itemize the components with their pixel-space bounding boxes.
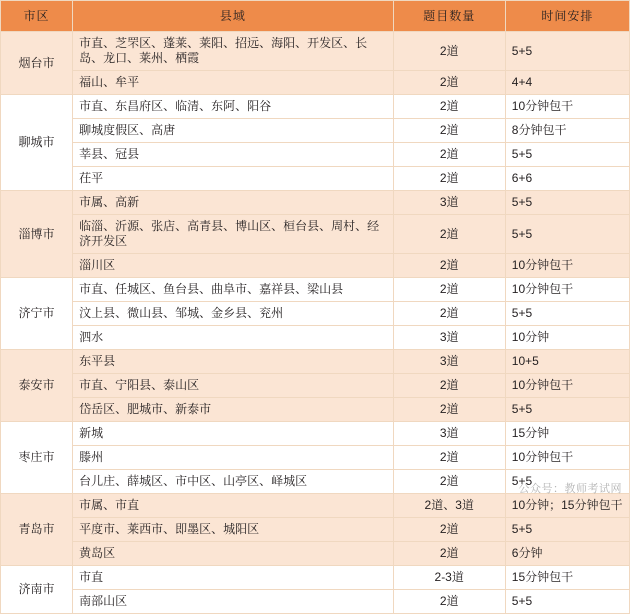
table-row: [1, 143, 630, 167]
cell-area: 平度市、莱西市、即墨区、城阳区: [73, 518, 394, 542]
table-row: [1, 167, 630, 191]
cell-count: 2道: [393, 32, 505, 71]
cell-city: 济宁市: [1, 278, 73, 350]
cell-time: 5+5: [505, 398, 629, 422]
cell-area: 茌平: [73, 167, 394, 191]
table-row: [1, 350, 630, 374]
cell-count: 2道: [393, 518, 505, 542]
table-row: [1, 191, 630, 215]
table-row: [1, 518, 630, 542]
cell-time: 5+5: [505, 143, 629, 167]
header-row: [1, 1, 630, 32]
cell-city: 济南市: [1, 566, 73, 614]
watermark: 公众号：教师考试网: [518, 483, 622, 495]
table-row: [1, 278, 630, 302]
table-row: [1, 119, 630, 143]
cell-count: 2道: [393, 278, 505, 302]
cell-count: 3道: [393, 191, 505, 215]
cell-area: 市直、芝罘区、蓬莱、莱阳、招远、海阳、开发区、长岛、龙口、莱州、栖霞: [73, 32, 394, 71]
table-row: [1, 326, 630, 350]
cell-time: 15分钟: [505, 422, 629, 446]
cell-time: 5+5: [505, 32, 629, 71]
cell-count: 2道: [393, 71, 505, 95]
cell-count: 2道: [393, 542, 505, 566]
header-city: 市区: [1, 1, 73, 32]
cell-city: 枣庄市: [1, 422, 73, 494]
cell-time: 10+5: [505, 350, 629, 374]
cell-area: 市直、东昌府区、临清、东阿、阳谷: [73, 95, 394, 119]
header-count: 题目数量: [393, 1, 505, 32]
table-row: [1, 398, 630, 422]
cell-count: 2道、3道: [393, 494, 505, 518]
cell-area: 莘县、冠县: [73, 143, 394, 167]
header-time: 时间安排: [505, 1, 629, 32]
table-row: [1, 302, 630, 326]
cell-count: 2道: [393, 446, 505, 470]
cell-time: 10分钟；15分钟包干: [505, 494, 629, 518]
cell-area: 市属、市直: [73, 494, 394, 518]
cell-area: 市直、宁阳县、泰山区: [73, 374, 394, 398]
cell-area: 临淄、沂源、张店、高青县、博山区、桓台县、周村、经济开发区: [73, 215, 394, 254]
cell-time: 10分钟包干: [505, 446, 629, 470]
table-row: [1, 542, 630, 566]
cell-time: 10分钟包干: [505, 254, 629, 278]
table-row: [1, 95, 630, 119]
table-row: [1, 32, 630, 71]
cell-count: 3道: [393, 326, 505, 350]
cell-time: 10分钟包干: [505, 374, 629, 398]
cell-area: 淄川区: [73, 254, 394, 278]
cell-area: 市直、任城区、鱼台县、曲阜市、嘉祥县、梁山县: [73, 278, 394, 302]
cell-city: 青岛市: [1, 494, 73, 566]
cell-time: 5+5: [505, 215, 629, 254]
table-row: [1, 71, 630, 95]
cell-time: 5+5: [505, 518, 629, 542]
cell-time: 4+4: [505, 71, 629, 95]
cell-city: 烟台市: [1, 32, 73, 95]
table-row: [1, 254, 630, 278]
cell-area: 聊城度假区、高唐: [73, 119, 394, 143]
cell-time: 5+5: [505, 191, 629, 215]
cell-count: 2道: [393, 374, 505, 398]
cell-area: 滕州: [73, 446, 394, 470]
cell-area: 岱岳区、肥城市、新泰市: [73, 398, 394, 422]
table-body: [1, 32, 630, 614]
cell-area: 南部山区: [73, 590, 394, 614]
cell-count: 2道: [393, 143, 505, 167]
table-row: [1, 590, 630, 614]
cell-count: 2道: [393, 119, 505, 143]
cell-count: 2道: [393, 590, 505, 614]
table-row: [1, 374, 630, 398]
header-area: 县域: [73, 1, 394, 32]
cell-city: 泰安市: [1, 350, 73, 422]
cell-time: 8分钟包干: [505, 119, 629, 143]
cell-time: 10分钟包干: [505, 278, 629, 302]
cell-time: 6分钟: [505, 542, 629, 566]
cell-area: 福山、牟平: [73, 71, 394, 95]
table-row: [1, 494, 630, 518]
table-row: [1, 446, 630, 470]
cell-count: 3道: [393, 422, 505, 446]
cell-count: 2道: [393, 470, 505, 494]
cell-count: 2道: [393, 167, 505, 191]
cell-time: 6+6: [505, 167, 629, 191]
cell-city: 聊城市: [1, 95, 73, 191]
cell-count: 2道: [393, 302, 505, 326]
table-row: [1, 215, 630, 254]
cell-city: 淄博市: [1, 191, 73, 278]
cell-area: 市直: [73, 566, 394, 590]
cell-area: 汶上县、微山县、邹城、金乡县、兖州: [73, 302, 394, 326]
cell-area: 东平县: [73, 350, 394, 374]
cell-area: 台儿庄、薛城区、市中区、山亭区、峄城区: [73, 470, 394, 494]
cell-count: 3道: [393, 350, 505, 374]
table-row: [1, 422, 630, 446]
cell-time: 10分钟包干: [505, 95, 629, 119]
cell-time: 10分钟: [505, 326, 629, 350]
table-row: [1, 566, 630, 590]
cell-time: 15分钟包干: [505, 566, 629, 590]
cell-count: 2道: [393, 254, 505, 278]
table-row: [1, 470, 630, 494]
cell-area: 泗水: [73, 326, 394, 350]
cell-count: 2道: [393, 398, 505, 422]
cell-count: 2道: [393, 95, 505, 119]
cell-count: 2-3道: [393, 566, 505, 590]
cell-area: 黄岛区: [73, 542, 394, 566]
cell-area: 新城: [73, 422, 394, 446]
cell-time: 5+5: [505, 470, 629, 494]
cell-area: 市属、高新: [73, 191, 394, 215]
cell-count: 2道: [393, 215, 505, 254]
cell-time: 5+5: [505, 590, 629, 614]
table-header: [1, 1, 630, 32]
cell-time: 5+5: [505, 302, 629, 326]
